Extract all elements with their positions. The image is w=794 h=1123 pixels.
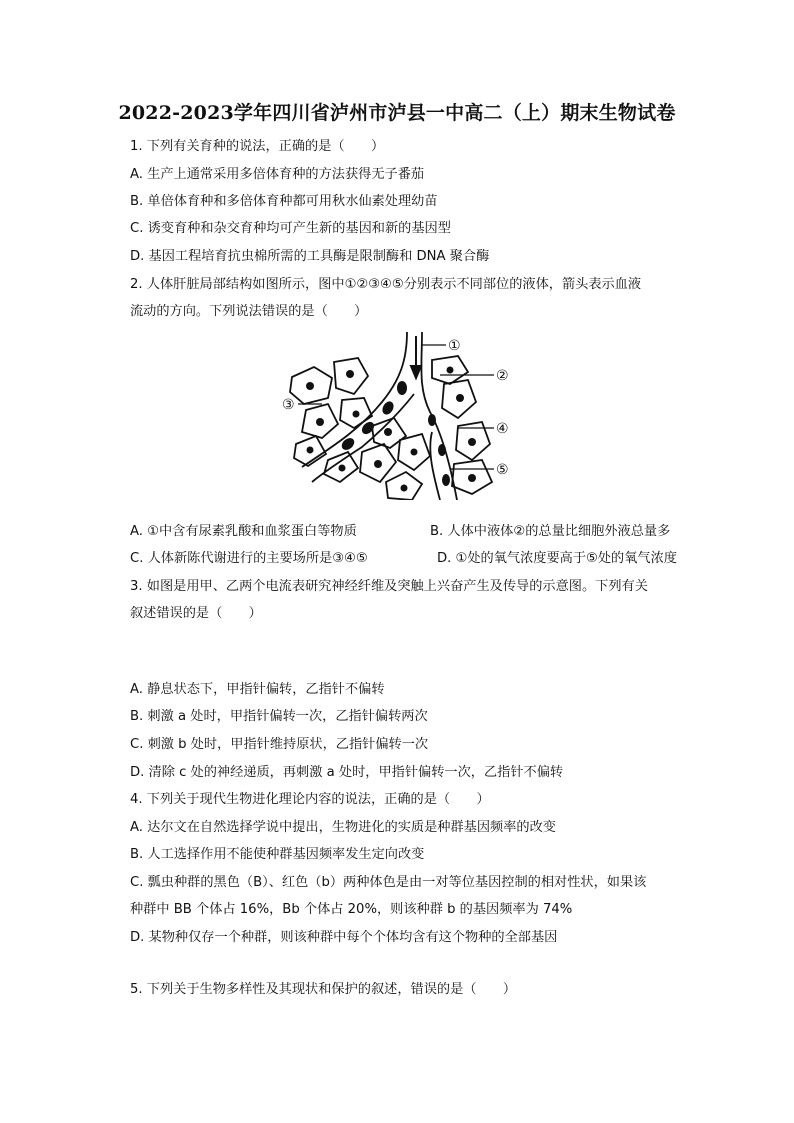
nucleus [384,428,392,436]
blood-cell [397,381,407,395]
label-5: ⑤ [496,462,509,478]
nucleus [339,465,346,472]
q1-stem: 1. 下列有关育种的说法，正确的是（ ） [130,139,385,154]
vessel-wall-inner [430,432,440,500]
label-4: ④ [496,421,509,437]
blood-cell [428,414,436,426]
q4-stem: 4. 下列关于现代生物进化理论内容的说法，正确的是（ ） [130,792,490,807]
q2-option-b: B. 人体中液体②的总量比细胞外液总量多 [430,524,671,539]
q2-stem-line1: 2. 人体肝脏局部结构如图所示，图中①②③④⑤分别表示不同部位的液体，箭头表示血液 [130,277,642,292]
nucleus [411,449,418,456]
label-2: ② [496,368,509,384]
nucleus [447,367,454,374]
q2-option-d: D. ①处的氧气浓度要高于⑤处的氧气浓度 [437,551,677,566]
q4-option-a: A. 达尔文在自然选择学说中提出，生物进化的实质是种群基因频率的改变 [130,820,556,835]
q4-option-b: B. 人工选择作用不能使种群基因频率发生定向改变 [130,847,425,862]
nucleus [346,370,354,378]
flow-arrow-head [411,366,421,378]
q3-stem-line2: 叙述错误的是（ ） [130,606,262,621]
blood-cell [442,474,450,486]
nucleus [468,438,476,446]
nucleus [316,418,324,426]
q5-stem: 5. 下列关于生物多样性及其现状和保护的叙述，错误的是（ ） [130,982,517,997]
nucleus [353,411,360,418]
vessel-wall-branch [312,394,414,482]
nucleus [306,382,314,390]
q2-option-c: C. 人体新陈代谢进行的主要场所是③④⑤ [130,551,368,566]
nucleus [307,447,314,454]
q3-option-a: A. 静息状态下，甲指针偏转，乙指针不偏转 [130,682,385,697]
blood-cell [438,444,446,456]
q4-option-c-line1: C. 瓢虫种群的黑色（B）、红色（b）两种体色是由一对等位基因控制的相对性状，如果该 [130,875,647,890]
q1-option-c: C. 诱变育种和杂交育种均可产生新的基因和新的基因型 [130,221,451,236]
q4-option-c-line2: 种群中 BB 个体占 16%，Bb 个体占 20%，则该种群 b 的基因频率为 74% [130,902,573,917]
q2-stem-line2: 流动的方向。下列说法错误的是（ ） [130,304,368,319]
nucleus [374,460,382,468]
liver-tissue-diagram [282,332,520,500]
q1-option-b: B. 单倍体育种和多倍体育种都可用秋水仙素处理幼苗 [130,194,438,209]
nucleus [456,394,464,402]
q1-option-d: D. 基因工程培育抗虫棉所需的工具酶是限制酶和 DNA 聚合酶 [130,249,490,264]
q3-stem-line1: 3. 如图是用甲、乙两个电流表研究神经纤维及突触上兴奋产生及传导的示意图。下列有关 [130,579,648,594]
nucleus [468,474,476,482]
nucleus [401,485,408,492]
label-3: ③ [282,397,295,413]
page-title: 2022-2023学年四川省泸州市泸县一中高二（上）期末生物试卷 [118,102,676,124]
blood-cell [339,436,356,453]
label-1: ① [448,338,461,354]
q1-option-a: A. 生产上通常采用多倍体育种的方法获得无子番茄 [130,167,425,182]
q3-option-c: C. 刺激 b 处时，甲指针维持原状，乙指针偏转一次 [130,737,429,752]
q3-option-d: D. 清除 c 处的神经递质，再刺激 a 处时，甲指针偏转一次，乙指针不偏转 [130,765,564,780]
q2-option-a: A. ①中含有尿素乳酸和血浆蛋白等物质 [130,524,357,539]
q3-option-b: B. 刺激 a 处时，甲指针偏转一次，乙指针偏转两次 [130,709,428,724]
q4-option-d: D. 某物种仅存一个种群，则该种群中每个个体均含有这个物种的全部基因 [130,930,558,945]
